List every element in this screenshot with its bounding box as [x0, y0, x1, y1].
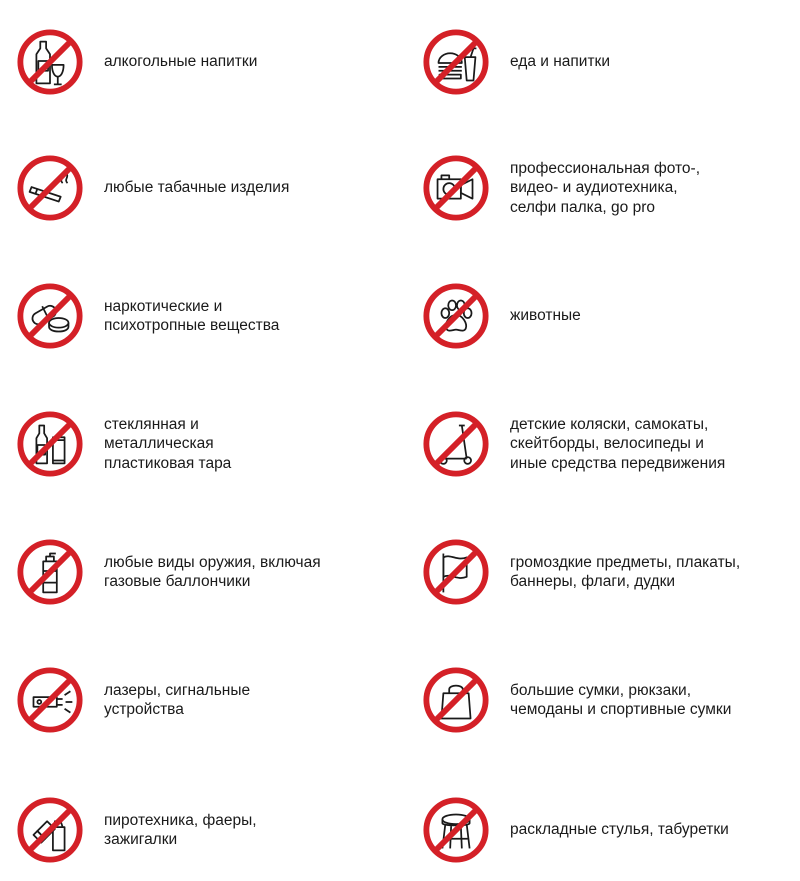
list-item	[422, 666, 731, 734]
list-item	[16, 410, 231, 478]
scooter-icon	[422, 410, 490, 478]
item-label: еда и напитки	[510, 53, 610, 71]
list-item	[422, 538, 740, 606]
item-label: алкогольные напитки	[104, 53, 258, 71]
list-item	[16, 538, 321, 606]
item-label: любые табачные изделия	[104, 179, 290, 197]
item-label: наркотические и психотропные вещества	[104, 297, 280, 334]
alcohol-icon	[16, 28, 84, 96]
list-item	[16, 154, 289, 222]
list-item	[422, 410, 725, 478]
lighter-icon	[16, 796, 84, 864]
list-item	[422, 154, 700, 222]
flag-icon	[422, 538, 490, 606]
list-item	[16, 28, 257, 96]
cigarette-icon	[16, 154, 84, 222]
item-label: большие сумки, рюкзаки, чемоданы и спортивные сумки	[510, 681, 732, 718]
item-label: лазеры, сигнальные устройства	[104, 681, 251, 718]
camera-icon	[422, 154, 490, 222]
bag-icon	[422, 666, 490, 734]
item-label: громоздкие предметы, плакаты, баннеры, флаги, дудки	[510, 553, 741, 590]
item-label: детские коляски, самокаты, скейтборды, велосипеды и иные средства передвижения	[510, 415, 726, 472]
list-item	[16, 282, 279, 350]
item-label: профессиональная фото-, видео- и аудиотехника, селфи палка, go pro	[510, 159, 701, 216]
spray-can-icon	[16, 538, 84, 606]
list-item	[422, 28, 610, 96]
list-item	[422, 282, 581, 350]
pills-icon	[16, 282, 84, 350]
paw-icon	[422, 282, 490, 350]
stool-icon	[422, 796, 490, 864]
item-label: стеклянная и металлическая пластиковая тара	[104, 415, 232, 472]
item-label: раскладные стулья, табуретки	[510, 821, 729, 839]
food-drink-icon	[422, 28, 490, 96]
list-item	[422, 796, 729, 864]
item-label: любые виды оружия, включая газовые баллончики	[104, 553, 321, 590]
list-item	[16, 666, 250, 734]
list-item	[16, 796, 257, 864]
laser-icon	[16, 666, 84, 734]
item-label: пиротехника, фаеры, зажигалки	[104, 811, 257, 848]
bottle-can-icon	[16, 410, 84, 478]
item-label: животные	[510, 307, 581, 325]
